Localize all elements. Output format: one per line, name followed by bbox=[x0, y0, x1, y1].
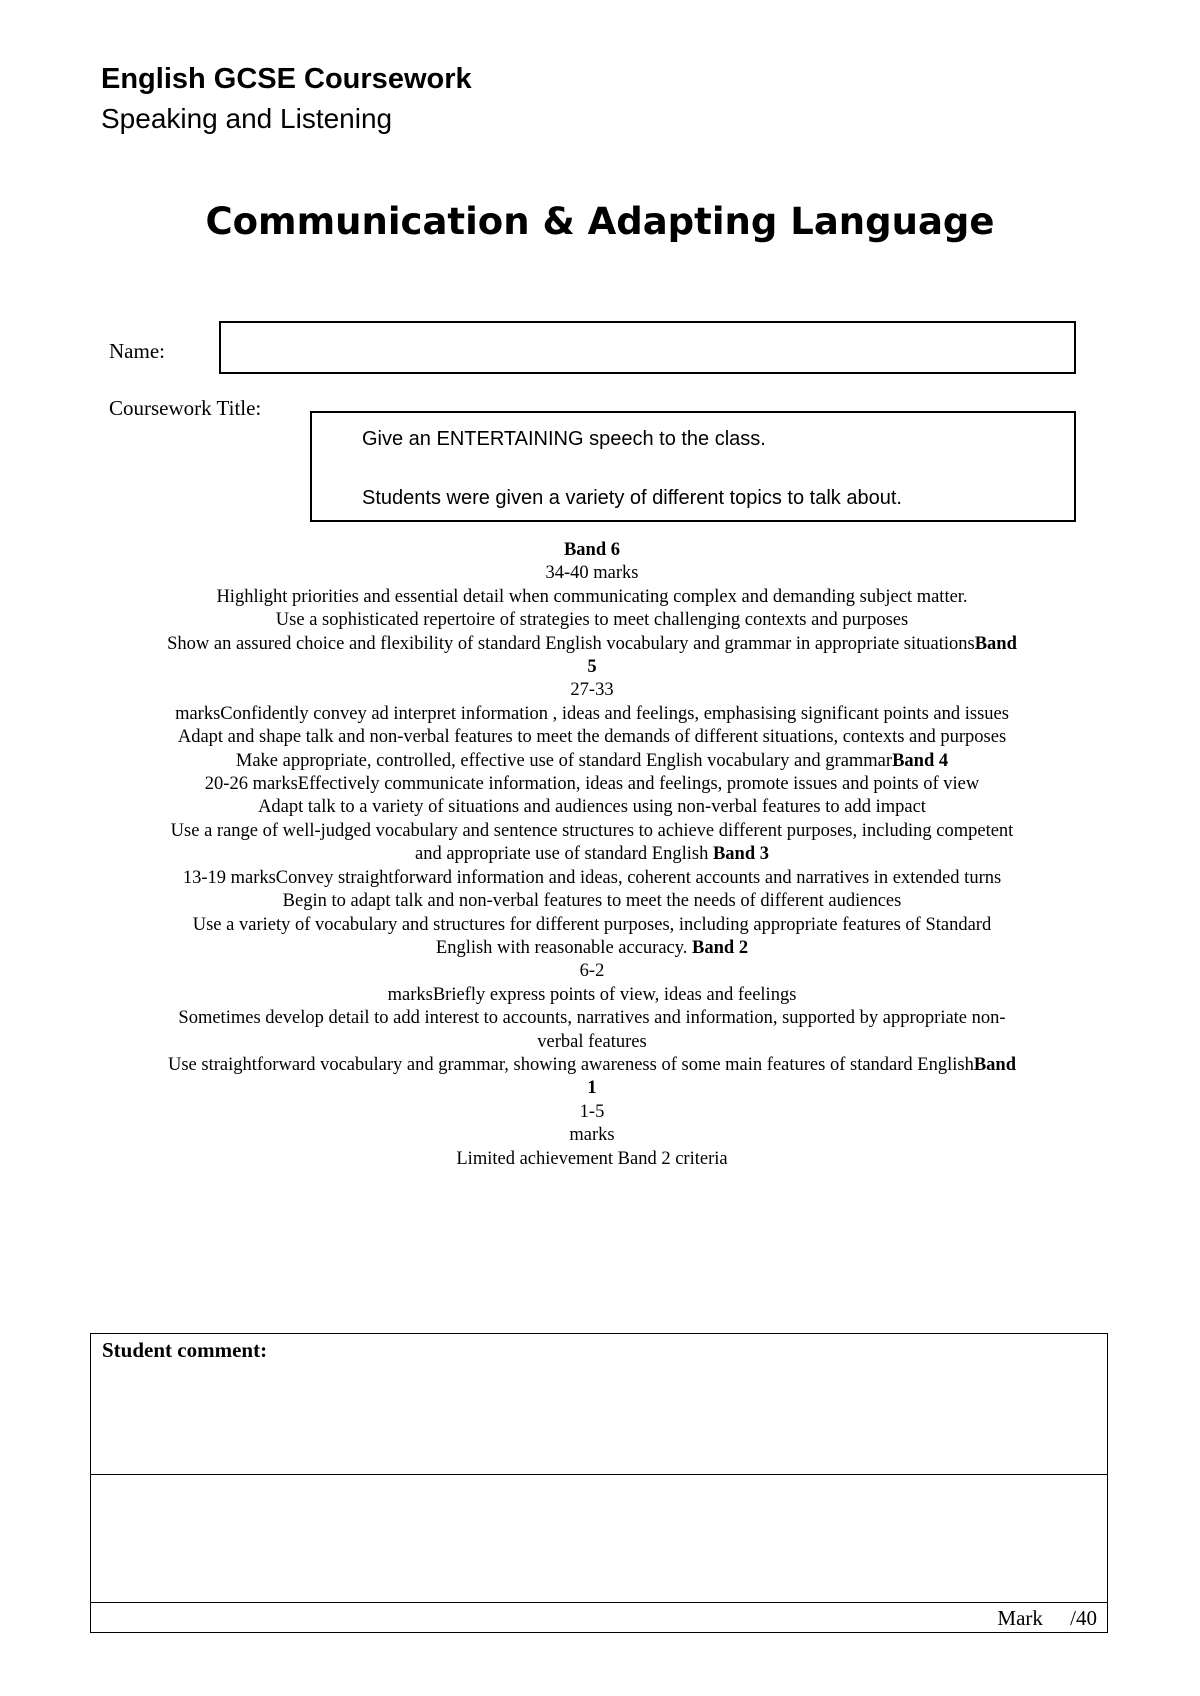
criteria-line bbox=[118, 890, 1066, 913]
criteria-text: English with reasonable accuracy. bbox=[435, 937, 693, 958]
mark-cell[interactable] bbox=[91, 1603, 1107, 1632]
criteria-line bbox=[118, 703, 1066, 726]
band-heading: 5 bbox=[587, 657, 597, 678]
criteria-line bbox=[118, 1148, 1066, 1171]
criteria-text: and appropriate use of standard English bbox=[414, 844, 713, 865]
criteria-line bbox=[118, 867, 1066, 890]
band-heading: 1 bbox=[587, 1078, 597, 1099]
criteria-text: marks bbox=[569, 1125, 615, 1146]
student-comment-cell[interactable] bbox=[91, 1334, 1107, 1475]
criteria-text: 13-19 marksConvey straightforward information and ideas, coherent accounts and narratives in extended turns bbox=[182, 867, 1002, 888]
coursework-title-line-1: Give an ENTERTAINING speech to the class. bbox=[362, 428, 766, 450]
criteria-line bbox=[118, 960, 1066, 983]
band-criteria bbox=[118, 539, 1066, 1171]
criteria-text: Use a variety of vocabulary and structures for different purposes, including appropriate features of Standard bbox=[192, 914, 992, 935]
criteria-text: 27-33 bbox=[570, 680, 614, 701]
criteria-text: 34-40 marks bbox=[545, 563, 639, 584]
criteria-line bbox=[118, 726, 1066, 749]
name-label: Name: bbox=[109, 339, 165, 363]
criteria-line bbox=[118, 1124, 1066, 1147]
band-heading: Band 3 bbox=[712, 844, 770, 865]
criteria-line bbox=[118, 843, 1066, 866]
criteria-text: Limited achievement Band 2 criteria bbox=[456, 1148, 728, 1169]
criteria-line bbox=[118, 773, 1066, 796]
band-heading: Band 2 bbox=[692, 937, 749, 958]
criteria-line bbox=[118, 562, 1066, 585]
criteria-text: 6-2 bbox=[579, 961, 605, 982]
criteria-line bbox=[118, 609, 1066, 632]
criteria-text: Adapt and shape talk and non-verbal features to meet the demands of different situations, contexts and purposes bbox=[177, 727, 1007, 748]
coursework-title-label: Coursework Title: bbox=[109, 396, 262, 420]
criteria-text: Use a range of well-judged vocabulary and sentence structures to achieve different purposes, including competent bbox=[170, 820, 1014, 841]
criteria-text: 20-26 marksEffectively communicate information, ideas and feelings, promote issues and points of view bbox=[204, 774, 980, 795]
band-heading: Band 4 bbox=[892, 750, 949, 771]
criteria-text: Use a sophisticated repertoire of strategies to meet challenging contexts and purposes bbox=[275, 610, 909, 631]
band-heading: Band bbox=[973, 1054, 1016, 1075]
document-title: English GCSE Coursework bbox=[101, 63, 472, 95]
criteria-text: Use straightforward vocabulary and grammar, showing awareness of some main features of standard English bbox=[168, 1054, 974, 1075]
section-heading: Communication & Adapting Language bbox=[205, 200, 995, 243]
mark-total: Mark /40 bbox=[997, 1606, 1097, 1630]
coursework-title-box[interactable] bbox=[310, 411, 1076, 522]
criteria-text: Begin to adapt talk and non-verbal features to meet the needs of different audiences bbox=[282, 891, 902, 912]
criteria-text: Highlight priorities and essential detail when communicating complex and demanding subject matter. bbox=[216, 586, 968, 607]
criteria-line bbox=[118, 937, 1066, 960]
criteria-text: Show an assured choice and flexibility of standard English vocabulary and grammar in appropriate situations bbox=[167, 633, 975, 654]
criteria-text: verbal features bbox=[537, 1031, 647, 1052]
criteria-text: marksConfidently convey ad interpret information , ideas and feelings, emphasising significant points and issues bbox=[175, 703, 1009, 724]
document-subtitle: Speaking and Listening bbox=[101, 103, 393, 134]
criteria-line bbox=[118, 914, 1066, 937]
criteria-line bbox=[118, 679, 1066, 702]
criteria-line bbox=[118, 633, 1066, 656]
name-field[interactable] bbox=[219, 321, 1076, 374]
criteria-line bbox=[118, 820, 1066, 843]
criteria-line bbox=[118, 796, 1066, 819]
criteria-line bbox=[118, 1031, 1066, 1054]
criteria-line bbox=[118, 1077, 1066, 1100]
coursework-title-line-2: Students were given a variety of different topics to talk about. bbox=[362, 487, 902, 509]
criteria-line bbox=[118, 539, 1066, 562]
criteria-text: 1-5 bbox=[579, 1101, 605, 1122]
band-heading: Band 6 bbox=[563, 540, 621, 560]
student-comment-table bbox=[90, 1333, 1108, 1633]
criteria-line bbox=[118, 656, 1066, 679]
criteria-text: marksBriefly express points of view, ideas and feelings bbox=[387, 984, 797, 1005]
band-heading: Band bbox=[974, 633, 1017, 654]
criteria-line bbox=[118, 1101, 1066, 1124]
comment-blank-cell[interactable] bbox=[91, 1475, 1107, 1603]
criteria-line bbox=[118, 750, 1066, 773]
criteria-text: Make appropriate, controlled, effective use of standard English vocabulary and grammar bbox=[235, 750, 893, 771]
criteria-text: Sometimes develop detail to add interest to accounts, narratives and information, supported by appropriate non- bbox=[178, 1008, 1006, 1029]
criteria-text: Adapt talk to a variety of situations and audiences using non-verbal features to add impact bbox=[258, 797, 926, 818]
criteria-line bbox=[118, 1054, 1066, 1077]
criteria-line bbox=[118, 1007, 1066, 1030]
criteria-line bbox=[118, 984, 1066, 1007]
criteria-line bbox=[118, 586, 1066, 609]
student-comment-label: Student comment: bbox=[102, 1338, 268, 1362]
